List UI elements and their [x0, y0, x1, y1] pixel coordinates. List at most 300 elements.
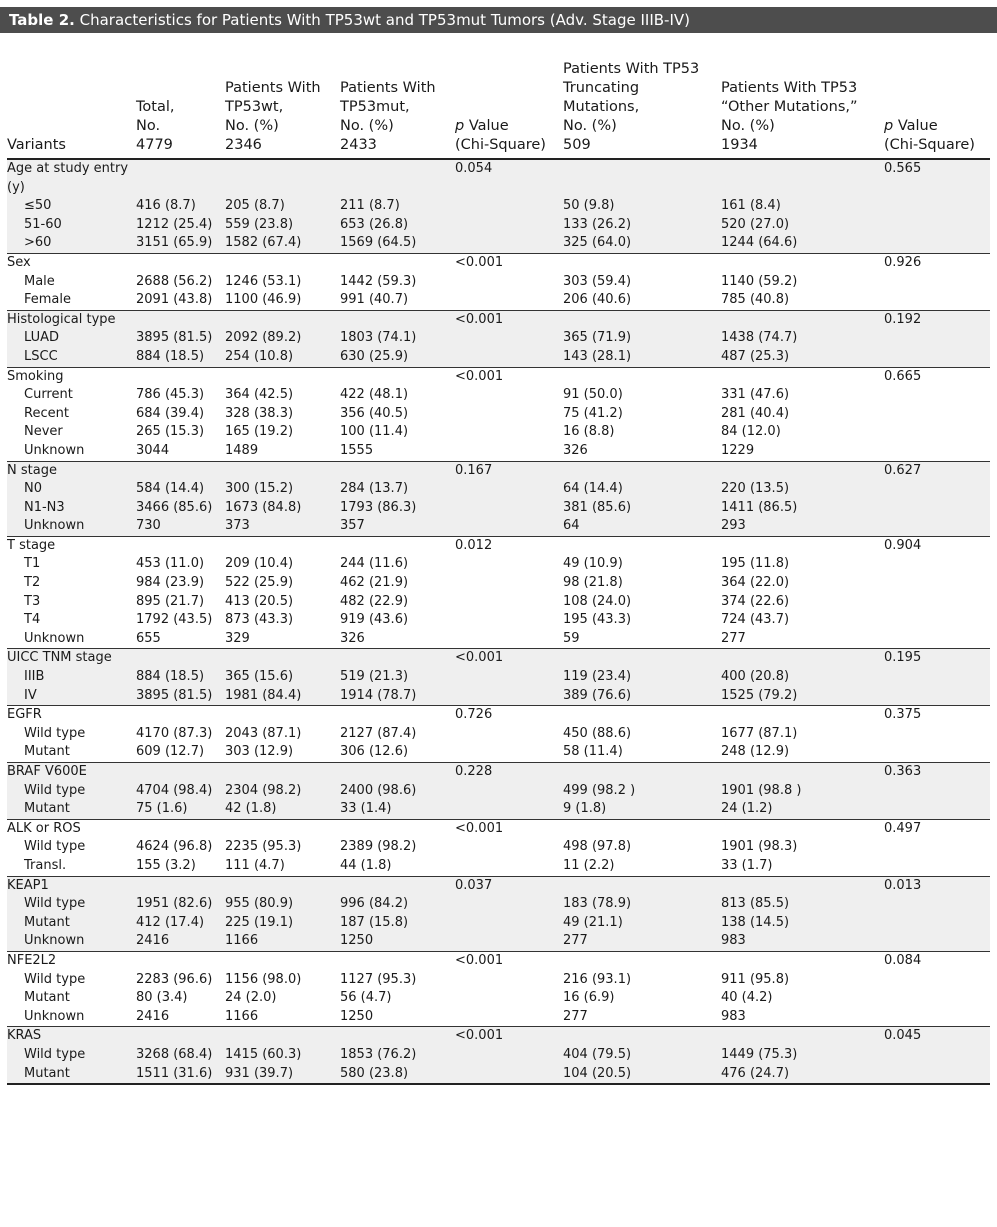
- empty-cell: [455, 989, 563, 1008]
- value-cell: 303 (59.4): [563, 273, 632, 289]
- value-cell: 183 (78.9): [563, 895, 721, 914]
- table-row: [7, 499, 990, 518]
- row-label: T1: [24, 556, 41, 572]
- empty-cell: [884, 216, 990, 235]
- value-cell: 1229: [721, 442, 755, 458]
- value-cell: 1951 (82.6): [136, 895, 225, 914]
- empty-cell: [721, 951, 884, 970]
- table-row: [7, 574, 990, 593]
- empty-cell: [884, 743, 990, 762]
- empty-cell: [455, 782, 563, 801]
- value-cell: 416 (8.7): [136, 197, 225, 216]
- value-cell: 400 (20.8): [721, 668, 884, 687]
- row-label: Unknown: [7, 932, 136, 951]
- value-cell: 300 (15.2): [225, 480, 340, 499]
- value-cell: 3895 (81.5): [136, 687, 225, 706]
- group-label: BRAF V600E: [7, 763, 136, 782]
- value-cell: 33 (1.7): [721, 857, 773, 873]
- p-value-cell-2: 0.013: [884, 876, 990, 895]
- p-value-header: [455, 41, 563, 159]
- value-cell: 3268 (68.4): [136, 1046, 225, 1065]
- header-line: “Other Mutations,”: [721, 99, 858, 115]
- value-cell: 450 (88.6): [563, 725, 632, 741]
- value-cell: 1677 (87.1): [721, 725, 798, 741]
- value-cell: 328 (38.3): [225, 405, 294, 421]
- empty-cell: [563, 706, 721, 725]
- value-cell: 364 (22.0): [721, 575, 790, 591]
- empty-cell: [884, 593, 990, 612]
- empty-cell: [721, 819, 884, 838]
- value-cell: 389 (76.6): [563, 687, 721, 706]
- value-cell: 655: [136, 630, 161, 646]
- empty-cell: [225, 253, 340, 272]
- empty-cell: [455, 517, 563, 536]
- row-label: Unknown: [7, 517, 136, 536]
- table-row: [7, 480, 990, 499]
- p-value-cell-2: 0.084: [884, 951, 990, 970]
- value-cell: 80 (3.4): [136, 990, 188, 1006]
- group-label: Sex: [7, 253, 136, 272]
- value-cell: 365 (71.9): [563, 329, 721, 348]
- header-line: No. (%): [721, 118, 775, 134]
- value-cell: 329: [225, 630, 250, 646]
- empty-cell: [136, 1027, 225, 1046]
- group-row: [7, 310, 990, 329]
- empty-cell: [455, 857, 563, 876]
- value-cell: 331 (47.6): [721, 387, 790, 403]
- value-cell: 630 (25.9): [340, 348, 455, 367]
- empty-cell: [884, 800, 990, 819]
- value-cell: 884 (18.5): [136, 668, 225, 687]
- empty-cell: [340, 649, 455, 668]
- value-cell: 3466 (85.6): [136, 499, 225, 518]
- value-cell: 75 (41.2): [563, 405, 623, 421]
- empty-cell: [884, 555, 990, 574]
- value-cell: 1246 (53.1): [225, 273, 302, 289]
- row-label: Mutant: [7, 1065, 136, 1085]
- empty-cell: [884, 386, 990, 405]
- empty-cell: [884, 1046, 990, 1065]
- header-line: Patients With: [340, 80, 436, 96]
- value-cell: 984 (23.9): [136, 575, 205, 591]
- p-value-cell: <0.001: [455, 367, 563, 386]
- row-label: Mutant: [24, 744, 70, 760]
- value-cell: 1250: [340, 932, 455, 951]
- table-row: [7, 1008, 990, 1027]
- value-cell: 2091 (43.8): [136, 292, 213, 308]
- value-cell: 996 (84.2): [340, 895, 455, 914]
- header-line: No. (%): [563, 118, 617, 134]
- value-cell: 1438 (74.7): [721, 329, 884, 348]
- empty-cell: [136, 951, 225, 970]
- value-cell: 365 (15.6): [225, 668, 340, 687]
- row-label: Unknown: [24, 1008, 85, 1024]
- value-cell: 919 (43.6): [340, 612, 409, 628]
- value-cell: 1525 (79.2): [721, 687, 884, 706]
- table-row: [7, 329, 990, 348]
- empty-cell: [455, 914, 563, 933]
- value-cell: 133 (26.2): [563, 216, 721, 235]
- value-cell: 44 (1.8): [340, 857, 392, 873]
- group-label: T stage: [7, 536, 136, 555]
- group-row: [7, 159, 990, 197]
- value-cell: 895 (21.7): [136, 593, 205, 609]
- empty-cell: [455, 386, 563, 405]
- other-mutations-header: [721, 41, 884, 159]
- p-value-cell: 0.012: [455, 536, 563, 555]
- value-cell: 520 (27.0): [721, 216, 884, 235]
- value-cell: 64: [563, 517, 721, 536]
- empty-cell: [455, 725, 563, 744]
- empty-cell: [721, 763, 884, 782]
- value-cell: 91 (50.0): [563, 387, 623, 403]
- empty-cell: [563, 159, 721, 197]
- value-cell: 1127 (95.3): [340, 971, 417, 987]
- truncating-header: [563, 41, 721, 159]
- value-cell: 211 (8.7): [340, 197, 455, 216]
- empty-cell: [455, 593, 563, 612]
- value-cell: 209 (10.4): [225, 556, 294, 572]
- header-line: p Value: [884, 118, 938, 134]
- value-cell: 206 (40.6): [563, 292, 632, 308]
- empty-cell: [225, 951, 340, 970]
- table-label: Table 2.: [9, 11, 75, 29]
- row-label: Transl.: [24, 857, 67, 873]
- value-cell: 306 (12.6): [340, 744, 409, 760]
- empty-cell: [884, 782, 990, 801]
- value-cell: 3044: [136, 442, 170, 458]
- header-line: 4779: [136, 137, 173, 153]
- p-value-cell: <0.001: [455, 951, 563, 970]
- p-value-cell: 0.228: [455, 763, 563, 782]
- table-row: [7, 895, 990, 914]
- p-value-cell-2: 0.627: [884, 461, 990, 480]
- empty-cell: [340, 706, 455, 725]
- empty-cell: [455, 630, 563, 649]
- group-label: KRAS: [7, 1027, 136, 1046]
- value-cell: 1511 (31.6): [136, 1065, 225, 1085]
- empty-cell: [225, 1027, 340, 1046]
- value-cell: 498 (97.8): [563, 839, 632, 855]
- empty-cell: [455, 197, 563, 216]
- p-value-header-2: [884, 41, 990, 159]
- empty-cell: [455, 611, 563, 630]
- header-line: Patients With TP53: [563, 61, 700, 77]
- empty-cell: [225, 763, 340, 782]
- empty-cell: [884, 857, 990, 876]
- group-row: [7, 763, 990, 782]
- p-value-cell-2: 0.565: [884, 159, 990, 197]
- empty-cell: [455, 442, 563, 461]
- value-cell: 9 (1.8): [563, 800, 721, 819]
- value-cell: 522 (25.9): [225, 575, 294, 591]
- table-title: [0, 7, 997, 33]
- table-row: [7, 743, 990, 762]
- value-cell: 462 (21.9): [340, 575, 409, 591]
- empty-cell: [225, 649, 340, 668]
- empty-cell: [884, 574, 990, 593]
- table-row: [7, 555, 990, 574]
- header-line: 509: [563, 137, 591, 153]
- empty-cell: [563, 367, 721, 386]
- p-value-cell: 0.054: [455, 159, 563, 197]
- empty-cell: [563, 310, 721, 329]
- p-value-cell: 0.167: [455, 461, 563, 480]
- table-body: [7, 159, 990, 1084]
- empty-cell: [884, 838, 990, 857]
- value-cell: 64 (14.4): [563, 480, 721, 499]
- table-row: [7, 442, 990, 461]
- group-label: NFE2L2: [7, 951, 136, 970]
- value-cell: 195 (11.8): [721, 556, 790, 572]
- value-cell: 983: [721, 932, 884, 951]
- value-cell: 684 (39.4): [136, 405, 205, 421]
- value-cell: 2304 (98.2): [225, 782, 340, 801]
- value-cell: 155 (3.2): [136, 857, 196, 873]
- group-row: [7, 461, 990, 480]
- row-label: LSCC: [7, 348, 136, 367]
- value-cell: 499 (98.2 ): [563, 782, 721, 801]
- empty-cell: [225, 706, 340, 725]
- header-line: No. (%): [340, 118, 394, 134]
- empty-cell: [721, 706, 884, 725]
- row-label: T4: [24, 612, 41, 628]
- value-cell: 786 (45.3): [136, 387, 205, 403]
- header-line: 2433: [340, 137, 377, 153]
- empty-cell: [136, 876, 225, 895]
- value-cell: 1901 (98.3): [721, 839, 798, 855]
- row-label: Wild type: [7, 895, 136, 914]
- value-cell: 4170 (87.3): [136, 725, 213, 741]
- value-cell: 404 (79.5): [563, 1046, 721, 1065]
- value-cell: 84 (12.0): [721, 424, 781, 440]
- value-cell: 1140 (59.2): [721, 273, 798, 289]
- row-label: Male: [24, 273, 55, 289]
- table-row: [7, 273, 990, 292]
- table-row: [7, 517, 990, 536]
- empty-cell: [884, 725, 990, 744]
- value-cell: 1981 (84.4): [225, 687, 340, 706]
- group-label: Smoking: [7, 367, 136, 386]
- header-line: Patients With TP53: [721, 80, 858, 96]
- row-label: N0: [7, 480, 136, 499]
- value-cell: 16 (6.9): [563, 990, 615, 1006]
- value-cell: 482 (22.9): [340, 593, 409, 609]
- value-cell: 487 (25.3): [721, 348, 884, 367]
- value-cell: 3151 (65.9): [136, 234, 225, 253]
- value-cell: 2688 (56.2): [136, 273, 213, 289]
- value-cell: 584 (14.4): [136, 480, 225, 499]
- group-label: UICC TNM stage: [7, 649, 136, 668]
- empty-cell: [225, 367, 340, 386]
- value-cell: 931 (39.7): [225, 1065, 340, 1085]
- table-row: [7, 593, 990, 612]
- row-label: Wild type: [24, 725, 86, 741]
- value-cell: 98 (21.8): [563, 575, 623, 591]
- value-cell: 357: [340, 517, 455, 536]
- value-cell: 609 (12.7): [136, 744, 205, 760]
- empty-cell: [455, 687, 563, 706]
- value-cell: 373: [225, 517, 340, 536]
- empty-cell: [721, 253, 884, 272]
- value-cell: 1212 (25.4): [136, 216, 225, 235]
- value-cell: 100 (11.4): [340, 424, 409, 440]
- empty-cell: [340, 159, 455, 197]
- empty-cell: [455, 1065, 563, 1085]
- row-label: Wild type: [24, 971, 86, 987]
- value-cell: 205 (8.7): [225, 197, 340, 216]
- value-cell: 1792 (43.5): [136, 612, 213, 628]
- value-cell: 277: [721, 630, 746, 646]
- table-caption: Characteristics for Patients With TP53wt and TP53mut Tumors (Adv. Stage IIIB-IV): [79, 11, 691, 29]
- value-cell: 2127 (87.4): [340, 725, 417, 741]
- empty-cell: [884, 348, 990, 367]
- value-cell: 519 (21.3): [340, 668, 455, 687]
- value-cell: 580 (23.8): [340, 1065, 455, 1085]
- table-row: [7, 630, 990, 649]
- table-row: [7, 216, 990, 235]
- row-label: T3: [24, 593, 41, 609]
- empty-cell: [455, 348, 563, 367]
- empty-cell: [884, 1065, 990, 1085]
- row-label: IIIB: [7, 668, 136, 687]
- value-cell: 2400 (98.6): [340, 782, 455, 801]
- empty-cell: [721, 310, 884, 329]
- empty-cell: [455, 668, 563, 687]
- header-line: Variants: [7, 137, 66, 153]
- header-line: Truncating: [563, 80, 640, 96]
- value-cell: 58 (11.4): [563, 744, 623, 760]
- value-cell: 265 (15.3): [136, 424, 205, 440]
- header-line: (Chi-Square): [455, 137, 546, 153]
- value-cell: 991 (40.7): [340, 292, 409, 308]
- empty-cell: [721, 1027, 884, 1046]
- empty-cell: [225, 819, 340, 838]
- row-label: Female: [24, 292, 72, 308]
- group-label: N stage: [7, 461, 136, 480]
- group-row: [7, 367, 990, 386]
- table-row: [7, 386, 990, 405]
- group-row: [7, 536, 990, 555]
- table-row: [7, 989, 990, 1008]
- value-cell: 559 (23.8): [225, 216, 340, 235]
- value-cell: 56 (4.7): [340, 990, 392, 1006]
- empty-cell: [884, 668, 990, 687]
- header-line: No. (%): [225, 118, 279, 134]
- empty-cell: [884, 611, 990, 630]
- empty-cell: [563, 536, 721, 555]
- empty-cell: [884, 197, 990, 216]
- value-cell: 1569 (64.5): [340, 234, 455, 253]
- row-label: Mutant: [7, 800, 136, 819]
- empty-cell: [884, 405, 990, 424]
- empty-cell: [136, 763, 225, 782]
- header-line: No.: [136, 118, 161, 134]
- empty-cell: [136, 536, 225, 555]
- value-cell: 11 (2.2): [563, 857, 615, 873]
- row-label: T2: [24, 575, 41, 591]
- empty-cell: [455, 291, 563, 310]
- group-row: [7, 1027, 990, 1046]
- value-cell: 955 (80.9): [225, 895, 340, 914]
- empty-cell: [455, 1008, 563, 1027]
- table-row: [7, 405, 990, 424]
- empty-cell: [340, 536, 455, 555]
- value-cell: 50 (9.8): [563, 197, 721, 216]
- p-value-cell: <0.001: [455, 310, 563, 329]
- value-cell: 785 (40.8): [721, 292, 790, 308]
- empty-cell: [721, 461, 884, 480]
- header-line: (Chi-Square): [884, 137, 975, 153]
- value-cell: 4624 (96.8): [136, 839, 213, 855]
- value-cell: 911 (95.8): [721, 971, 790, 987]
- empty-cell: [563, 876, 721, 895]
- value-cell: 1901 (98.8 ): [721, 782, 884, 801]
- value-cell: 254 (10.8): [225, 348, 340, 367]
- p-value-cell-2: 0.045: [884, 1027, 990, 1046]
- empty-cell: [884, 517, 990, 536]
- value-cell: 40 (4.2): [721, 990, 773, 1006]
- empty-cell: [340, 310, 455, 329]
- empty-cell: [340, 367, 455, 386]
- value-cell: 381 (85.6): [563, 499, 721, 518]
- table-row: [7, 1065, 990, 1085]
- row-label: Mutant: [7, 914, 136, 933]
- value-cell: 2389 (98.2): [340, 839, 417, 855]
- p-value-cell: 0.726: [455, 706, 563, 725]
- p-value-cell-2: 0.497: [884, 819, 990, 838]
- value-cell: 1582 (67.4): [225, 234, 340, 253]
- value-cell: 4704 (98.4): [136, 782, 225, 801]
- row-label: IV: [7, 687, 136, 706]
- empty-cell: [884, 989, 990, 1008]
- value-cell: 143 (28.1): [563, 348, 721, 367]
- table-row: [7, 611, 990, 630]
- empty-cell: [225, 310, 340, 329]
- table-row: [7, 971, 990, 990]
- value-cell: 244 (11.6): [340, 556, 409, 572]
- table-header: [7, 41, 990, 159]
- table-row: [7, 1046, 990, 1065]
- empty-cell: [455, 743, 563, 762]
- value-cell: 1449 (75.3): [721, 1046, 884, 1065]
- table-row: [7, 348, 990, 367]
- p-value-cell: <0.001: [455, 1027, 563, 1046]
- value-cell: 374 (22.6): [721, 593, 790, 609]
- value-cell: 813 (85.5): [721, 895, 884, 914]
- value-cell: 413 (20.5): [225, 593, 294, 609]
- table-row: [7, 932, 990, 951]
- value-cell: 3895 (81.5): [136, 329, 225, 348]
- value-cell: 884 (18.5): [136, 348, 225, 367]
- p-value-cell-2: 0.926: [884, 253, 990, 272]
- empty-cell: [455, 800, 563, 819]
- empty-cell: [884, 1008, 990, 1027]
- empty-cell: [563, 1027, 721, 1046]
- p-value-cell: <0.001: [455, 253, 563, 272]
- value-cell: 1914 (78.7): [340, 687, 455, 706]
- row-label: N1-N3: [7, 499, 136, 518]
- header-line: Mutations,: [563, 99, 640, 115]
- value-cell: 216 (93.1): [563, 971, 632, 987]
- header-line: TP53wt,: [225, 99, 284, 115]
- empty-cell: [884, 914, 990, 933]
- value-cell: 104 (20.5): [563, 1065, 721, 1085]
- table-row: [7, 857, 990, 876]
- p-value-cell-2: 0.665: [884, 367, 990, 386]
- value-cell: 33 (1.4): [340, 800, 455, 819]
- empty-cell: [563, 461, 721, 480]
